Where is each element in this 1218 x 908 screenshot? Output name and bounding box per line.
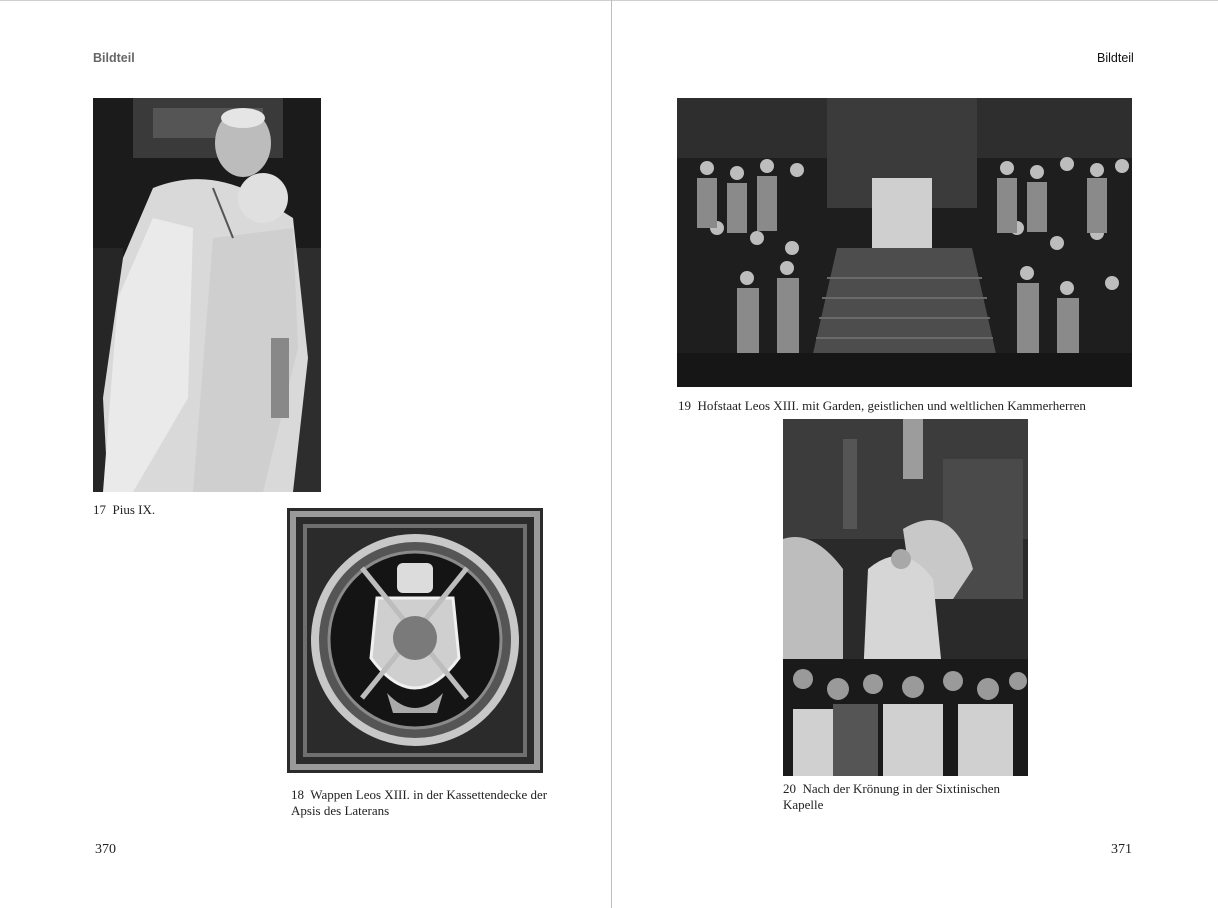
page-number-right: 371 [1111,842,1132,857]
figure-17-caption-text: Pius IX. [112,502,156,517]
figure-19-photo [677,98,1132,387]
figure-17-number: 17 [93,502,106,517]
figure-18-photo [287,508,543,773]
figure-20-caption-line-2: Kapelle [783,797,824,812]
figure-18-caption-line-1: Wappen Leos XIII. in der Kassettendecke der [310,787,548,802]
running-header-right: Bildteil [1097,51,1134,65]
figure-18-caption [291,787,547,819]
figure-20-photo [783,419,1028,776]
figure-19-number: 19 [678,398,691,413]
figure-20-caption-line-1: Nach der Krönung in der Sixtinischen [802,781,1000,796]
figure-20-number: 20 [783,781,796,796]
figure-17-photo [93,98,321,492]
figure-20-caption [783,781,1000,813]
figure-18-caption-line-2: Apsis des Laterans [291,803,390,818]
figure-18-number: 18 [291,787,304,802]
page-number-left: 370 [95,842,116,857]
figure-19-caption [678,398,1086,414]
running-header-left: Bildteil [93,51,135,65]
figure-17-caption [93,502,155,518]
figure-19-caption-text: Hofstaat Leos XIII. mit Garden, geistlichen und weltlichen Kammerherren [697,398,1086,413]
right-page [612,0,1218,908]
